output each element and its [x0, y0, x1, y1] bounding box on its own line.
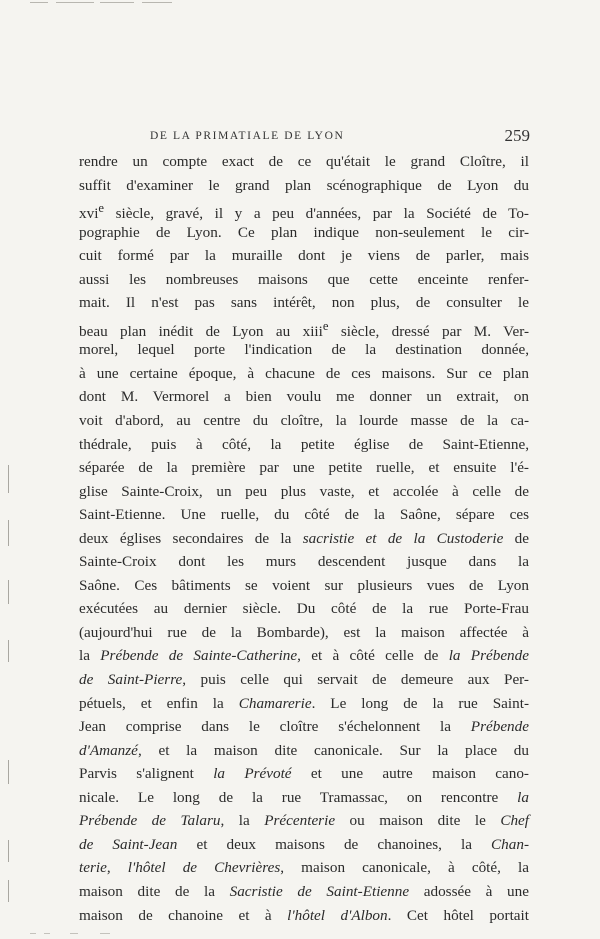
text-line: aussi les nombreuses maisons que cette enceinte renfer-: [79, 270, 529, 288]
text-line: suffit d'examiner le grand plan scénographique de Lyon du: [79, 176, 529, 194]
text-line: deux églises secondaires de la sacristie et de la Custoderie de: [79, 529, 530, 547]
scan-edge-rule: [8, 465, 9, 493]
scan-edge-rule: [8, 640, 9, 662]
text-line: à une certaine époque, à chacune de ces maisons. Sur ce plan: [79, 364, 529, 382]
page-header: [150, 128, 530, 148]
text-line: nicale. Le long de la rue Tramassac, on rencontre la: [79, 788, 529, 806]
scan-edge-rule: [8, 520, 9, 546]
text-line: dont M. Vermorel a bien voulu me donner un extrait, on: [79, 388, 529, 406]
running-title: DE LA PRIMATIALE DE LYON: [150, 130, 345, 142]
text-line: (aujourd'hui rue de la Bombarde), est la maison affectée à: [79, 623, 529, 641]
scan-edge-marks-bottom: [30, 931, 190, 937]
text-line: séparée de la première par une petite ruelle, et ensuite l'é-: [79, 459, 529, 477]
scan-edge-rule: [8, 580, 9, 604]
body-text: [79, 150, 529, 927]
text-line: terie, l'hôtel de Chevrières, maison canonicale, à côté, la: [79, 859, 530, 877]
page-number: 259: [504, 126, 530, 145]
text-line: maison dite de la Sacristie de Saint-Etienne adossée à une: [79, 882, 529, 900]
text-line: pographie de Lyon. Ce plan indique non-seulement le cir-: [79, 223, 529, 241]
text-line: cuit formé par la muraille dont je viens de parler, mais: [79, 247, 529, 265]
text-line: exécutées au dernier siècle. Du côté de la rue Porte-Frau: [79, 600, 529, 618]
text-line: d'Amanzé, et la maison dite canonicale. Sur la place du: [79, 741, 529, 759]
text-line: pétuels, et enfin la Chamarerie. Le long de la rue Saint-: [79, 694, 529, 712]
scan-edge-rule: [8, 760, 9, 784]
text-line: de Saint-Pierre, puis celle qui servait de demeure aux Per-: [79, 671, 529, 689]
text-line: maison de chanoine et à l'hôtel d'Albon. Cet hôtel portait: [79, 906, 529, 924]
text-line: Parvis s'alignent la Prévoté et une autre maison cano-: [79, 765, 529, 783]
text-line: mait. Il n'est pas sans intérêt, non plus, de consulter le: [79, 294, 529, 312]
text-line: rendre un compte exact de ce qu'était le grand Cloître, il: [79, 153, 529, 170]
text-line: Saône. Ces bâtiments se voient sur plusieurs vues de Lyon: [79, 576, 529, 594]
text-line: Sainte-Croix dont les murs descendent jusque dans la: [79, 553, 529, 571]
text-line: xvi$^e$ siècle, gravé, il y a peu d'années, par la Société de To-: [79, 201, 529, 223]
text-line: glise Sainte-Croix, un peu plus vaste, et accolée à celle de: [79, 482, 529, 500]
scan-edge-rule: [8, 880, 9, 902]
text-line: Prébende de Talaru, la Précenterie ou maison dite le Chef: [79, 812, 529, 830]
text-line: morel, lequel porte l'indication de la destination donnée,: [79, 341, 529, 359]
text-line: Saint-Etienne. Une ruelle, du côté de la Saône, sépare ces: [79, 506, 529, 524]
scan-edge-marks-top: [30, 0, 180, 8]
text-line: thédrale, puis à côté, la petite église de Saint-Etienne,: [79, 435, 529, 453]
text-line: voit d'abord, au centre du cloître, la lourde masse de la ca-: [79, 412, 529, 430]
text-line: la Prébende de Sainte-Catherine, et à côté celle de la Prébende: [79, 647, 529, 665]
text-line: Jean comprise dans le cloître s'échelonnent la Prébende: [79, 718, 529, 736]
scan-edge-rule: [8, 840, 9, 862]
text-line: de Saint-Jean et deux maisons de chanoines, la Chan-: [79, 835, 529, 853]
text-line: beau plan inédit de Lyon au xiii$^e$ siècle, dressé par M. Ver-: [79, 318, 530, 340]
